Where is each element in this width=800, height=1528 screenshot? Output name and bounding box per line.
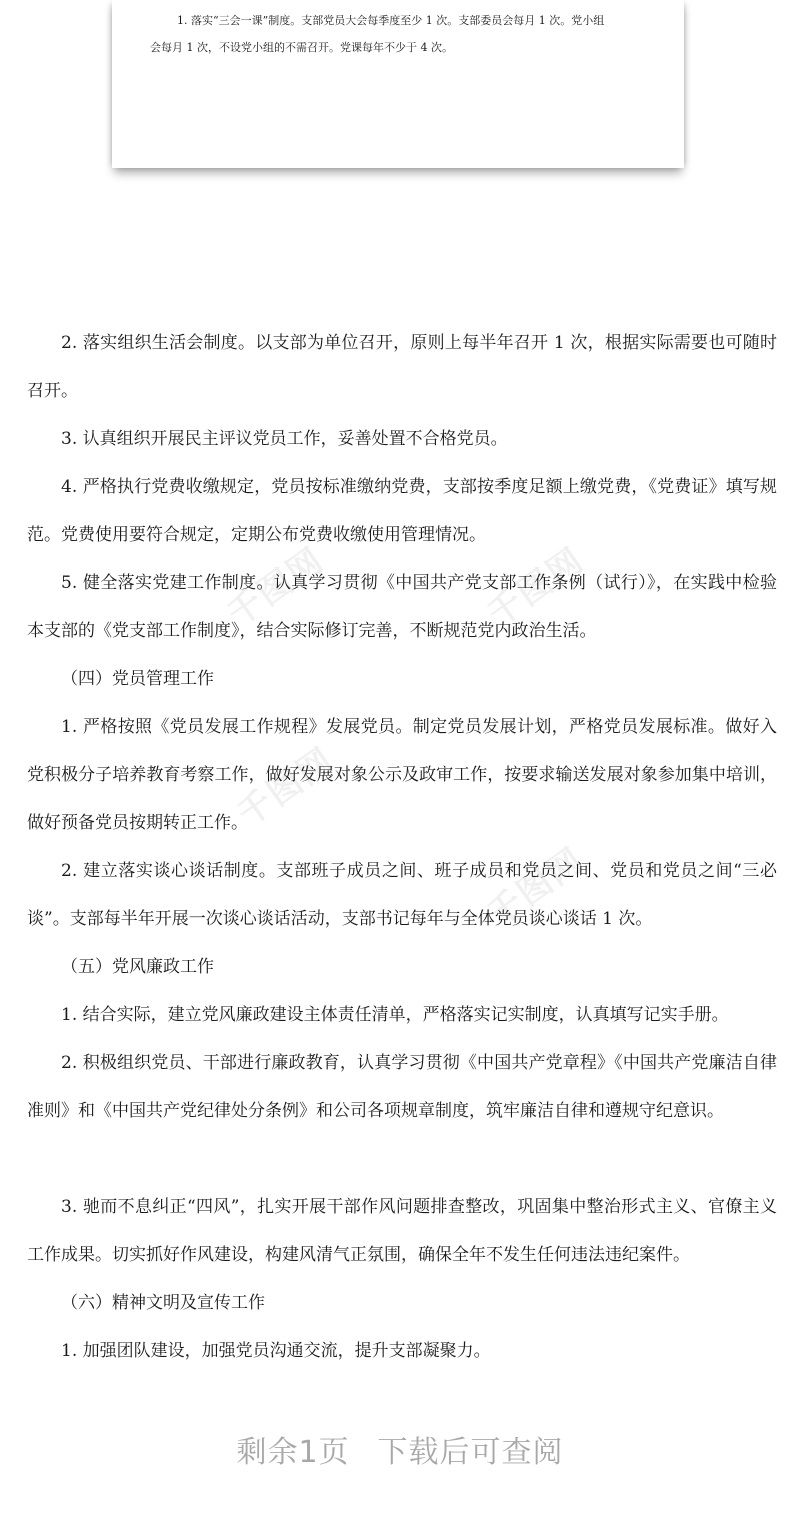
watermark: 千图网	[220, 540, 332, 635]
paragraph: 5. 健全落实党建工作制度。认真学习贯彻《中国共产党支部工作条例（试行）》，在实践中检验本支部的《党支部工作制度》，结合实际修订完善，不断规范党内政治生活。	[27, 573, 777, 641]
watermark: 千图网	[480, 540, 592, 635]
paragraph: 2. 积极组织党员、干部进行廉政教育，认真学习贯彻《中国共产党章程》《中国共产党廉洁自律准则》和《中国共产党纪律处分条例》和公司各项规章制度，筑牢廉洁自律和遵规守纪意识。	[27, 1053, 777, 1121]
download-to-view-text: 下载后可查阅	[377, 1435, 564, 1470]
paragraph: 2. 建立落实谈心谈话制度。支部班子成员之间、班子成员和党员之间、党员和党员之间“三必谈”。支部每半年开展一次谈心谈话活动，支部书记每年与全体党员谈心谈话 1 次。	[27, 861, 777, 929]
paragraph: 4. 严格执行党费收缴规定，党员按标准缴纳党费，支部按季度足额上缴党费，《党费证》填写规范。党费使用要符合规定，定期公布党费收缴使用管理情况。	[27, 477, 777, 545]
paragraph: 1. 结合实际，建立党风廉政建设主体责任清单，严格落实记实制度，认真填写记实手册。	[61, 1005, 729, 1025]
paragraph: 1. 加强团队建设，加强党员沟通交流，提升支部凝聚力。	[61, 1341, 491, 1361]
watermark: 千图网	[230, 740, 342, 835]
section-heading: （六）精神文明及宣传工作	[61, 1293, 265, 1313]
download-prompt[interactable]	[0, 1427, 800, 1471]
preview-page-card	[112, 0, 684, 168]
paragraph: 2. 落实组织生活会制度。以支部为单位召开，原则上每半年召开 1 次，根据实际需要也可随时召开。	[27, 333, 777, 401]
section-heading: （五）党风廉政工作	[61, 957, 214, 977]
section-heading: （四）党员管理工作	[61, 669, 214, 689]
remaining-pages-text: 剩余1页	[236, 1435, 350, 1470]
paragraph: 3. 驰而不息纠正“四风”，扎实开展干部作风问题排查整改，巩固集中整治形式主义、官僚主义工作成果。切实抓好作风建设，构建风清气正氛围，确保全年不发生任何违法违纪案件。	[27, 1197, 777, 1265]
card-text-line-2: 会每月 1 次，不设党小组的不需召开。党课每年不少于 4 次。	[150, 41, 453, 54]
card-text-line-1: 1. 落实“三会一课”制度。支部党员大会每季度至少 1 次。支部委员会每月 1 次。党小组	[177, 14, 605, 27]
watermark: 千图网	[480, 840, 592, 935]
paragraph: 1. 严格按照《党员发展工作规程》发展党员。制定党员发展计划，严格党员发展标准。做好入党积极分子培养教育考察工作，做好发展对象公示及政审工作，按要求输送发展对象参加集中培训，做好预备党员按期转正工作。	[27, 717, 777, 833]
paragraph: 3. 认真组织开展民主评议党员工作，妥善处置不合格党员。	[61, 429, 508, 449]
